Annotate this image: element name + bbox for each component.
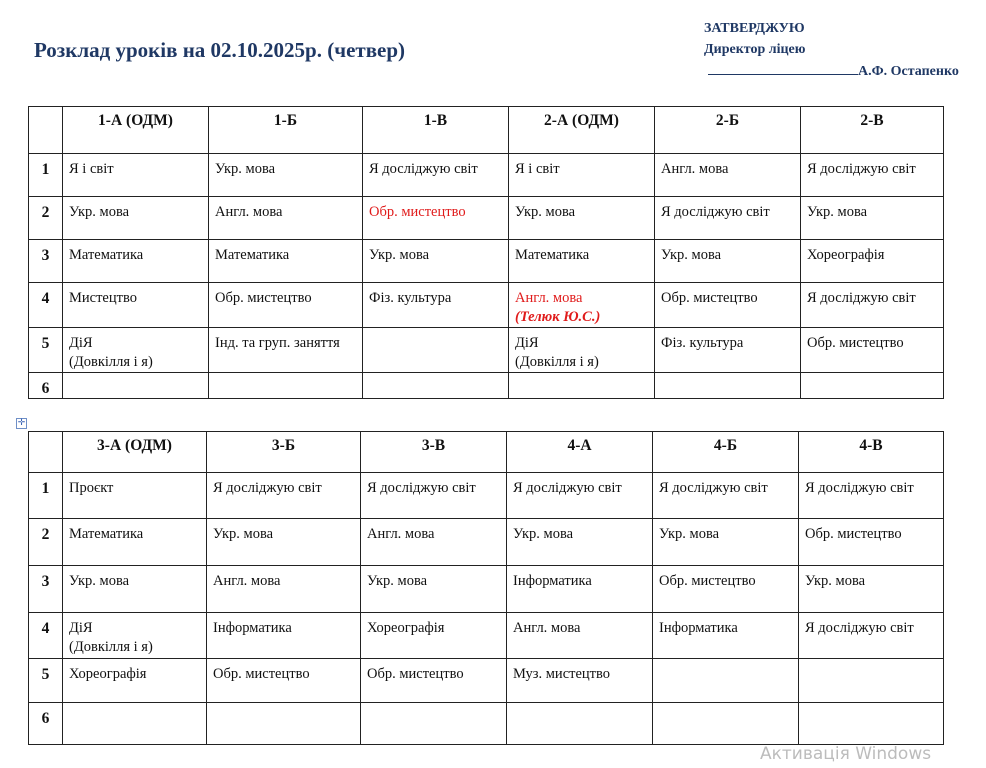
table-row [29,283,944,328]
lesson-cell: Муз. мистецтво [507,659,653,703]
lesson-cell [799,659,944,703]
move-handle-icon[interactable]: ✛ [17,418,26,428]
lesson-subject: ДіЯ [69,620,93,636]
lesson-cell: Я досліджую світ [653,473,799,519]
lesson-cell: Фіз. культура [363,283,509,328]
lesson-cell [63,703,207,745]
lesson-number: 4 [29,283,63,328]
lesson-cell: Хореографія [63,659,207,703]
lesson-cell [63,373,209,399]
lesson-number: 2 [29,197,63,240]
lesson-cell: Інформатика [207,613,361,659]
lesson-cell: Укр. мова [507,519,653,566]
lesson-cell [509,373,655,399]
lesson-number: 6 [29,703,63,745]
lesson-cell: Я досліджую світ [799,473,944,519]
table-row [29,519,944,566]
lesson-number: 6 [29,373,63,399]
schedule-table-grades-3-4 [28,431,944,745]
header-class-4v: 4-В [799,432,944,473]
lesson-subtitle: (Довкілля і я) [515,354,599,370]
lesson-cell [363,373,509,399]
lesson-cell: Укр. мова [799,566,944,613]
approval-signature [704,60,959,82]
lesson-cell: Укр. мова [653,519,799,566]
lesson-cell [801,373,944,399]
header-class-1v: 1-В [363,107,509,154]
lesson-cell [655,373,801,399]
table-row [29,197,944,240]
header-class-3a: 3-А (ОДМ) [63,432,207,473]
lesson-subject: ДіЯ [69,335,93,351]
approval-block [704,18,959,82]
lesson-cell: Я досліджую світ [655,197,801,240]
teacher-note: (Телюк Ю.С.) [515,309,601,325]
header-cell-number [29,432,63,473]
table-row [29,473,944,519]
lesson-cell: Обр. мистецтво [361,659,507,703]
lesson-cell: Я і світ [509,154,655,197]
lesson-cell: Інформатика [653,613,799,659]
lesson-cell: Обр. мистецтво [655,283,801,328]
approval-position: Директор ліцею [704,42,806,57]
lesson-cell: Я досліджую світ [507,473,653,519]
lesson-number: 4 [29,613,63,659]
lesson-cell-highlighted [509,283,655,328]
approval-heading: ЗАТВЕРДЖУЮ [704,21,805,36]
table-row [29,240,944,283]
lesson-cell: Англ. мова [209,197,363,240]
lesson-cell: Укр. мова [207,519,361,566]
lesson-cell [799,703,944,745]
lesson-cell: Інд. та груп. заняття [209,328,363,373]
lesson-cell: Укр. мова [655,240,801,283]
lesson-cell: Я досліджую світ [801,154,944,197]
lesson-cell: Обр. мистецтво [207,659,361,703]
table-header-row [29,432,944,473]
lesson-cell: Укр. мова [509,197,655,240]
lesson-cell: Обр. мистецтво [653,566,799,613]
lesson-cell [207,703,361,745]
lesson-cell [209,373,363,399]
lesson-cell: Я досліджую світ [799,613,944,659]
table-header-row [29,107,944,154]
lesson-number: 1 [29,154,63,197]
header-class-2v: 2-В [801,107,944,154]
lesson-cell: Математика [509,240,655,283]
lesson-cell: Математика [63,240,209,283]
lesson-cell: Проєкт [63,473,207,519]
schedule-table-grades-1-2 [28,106,944,399]
lesson-cell: Я досліджую світ [361,473,507,519]
lesson-cell: Англ. мова [361,519,507,566]
header-class-1a: 1-А (ОДМ) [63,107,209,154]
table-row [29,373,944,399]
header-class-3b: 3-Б [207,432,361,473]
lesson-cell: Я досліджую світ [363,154,509,197]
lesson-cell-highlighted: Обр. мистецтво [363,197,509,240]
lesson-subtitle: (Довкілля і я) [69,639,153,655]
lesson-cell: Я досліджую світ [801,283,944,328]
signature-line [708,60,858,75]
lesson-cell: Укр. мова [363,240,509,283]
lesson-cell: Англ. мова [207,566,361,613]
lesson-cell: Укр. мова [63,566,207,613]
lesson-cell [63,328,209,373]
lesson-cell [509,328,655,373]
lesson-cell: Обр. мистецтво [209,283,363,328]
lesson-number: 2 [29,519,63,566]
lesson-cell: Укр. мова [361,566,507,613]
lesson-subtitle: (Довкілля і я) [69,354,153,370]
header-class-2b: 2-Б [655,107,801,154]
lesson-cell: Математика [209,240,363,283]
lesson-number: 3 [29,240,63,283]
table-row [29,566,944,613]
lesson-cell: Хореографія [801,240,944,283]
header-cell-number [29,107,63,154]
lesson-cell: Я досліджую світ [207,473,361,519]
lesson-cell [361,703,507,745]
page-title: Розклад уроків на 02.10.2025р. (четвер) [34,38,406,62]
header-class-4b: 4-Б [653,432,799,473]
lesson-cell [363,328,509,373]
lesson-cell: Хореографія [361,613,507,659]
lesson-cell: Укр. мова [801,197,944,240]
lesson-cell: Обр. мистецтво [799,519,944,566]
header-class-1b: 1-Б [209,107,363,154]
approval-name: А.Ф. Остапенко [858,64,959,79]
lesson-cell: Обр. мистецтво [801,328,944,373]
lesson-cell: Укр. мова [209,154,363,197]
lesson-number: 1 [29,473,63,519]
header-class-3v: 3-В [361,432,507,473]
table-row [29,328,944,373]
lesson-subject: Англ. мова [515,290,583,306]
lesson-cell: Укр. мова [63,197,209,240]
table-row [29,613,944,659]
lesson-cell: Мистецтво [63,283,209,328]
table-row [29,703,944,745]
windows-activation-watermark: Активація Windows [760,744,932,764]
table-row [29,659,944,703]
lesson-cell [653,703,799,745]
lesson-cell: Я і світ [63,154,209,197]
header-class-2a: 2-А (ОДМ) [509,107,655,154]
lesson-cell: Математика [63,519,207,566]
lesson-number: 5 [29,328,63,373]
header-class-4a: 4-А [507,432,653,473]
lesson-cell [653,659,799,703]
lesson-cell: Інформатика [507,566,653,613]
lesson-subject: ДіЯ [515,335,539,351]
lesson-number: 5 [29,659,63,703]
lesson-cell: Англ. мова [507,613,653,659]
table-row [29,154,944,197]
lesson-cell: Англ. мова [655,154,801,197]
lesson-cell [63,613,207,659]
lesson-cell: Фіз. культура [655,328,801,373]
lesson-number: 3 [29,566,63,613]
lesson-cell [507,703,653,745]
